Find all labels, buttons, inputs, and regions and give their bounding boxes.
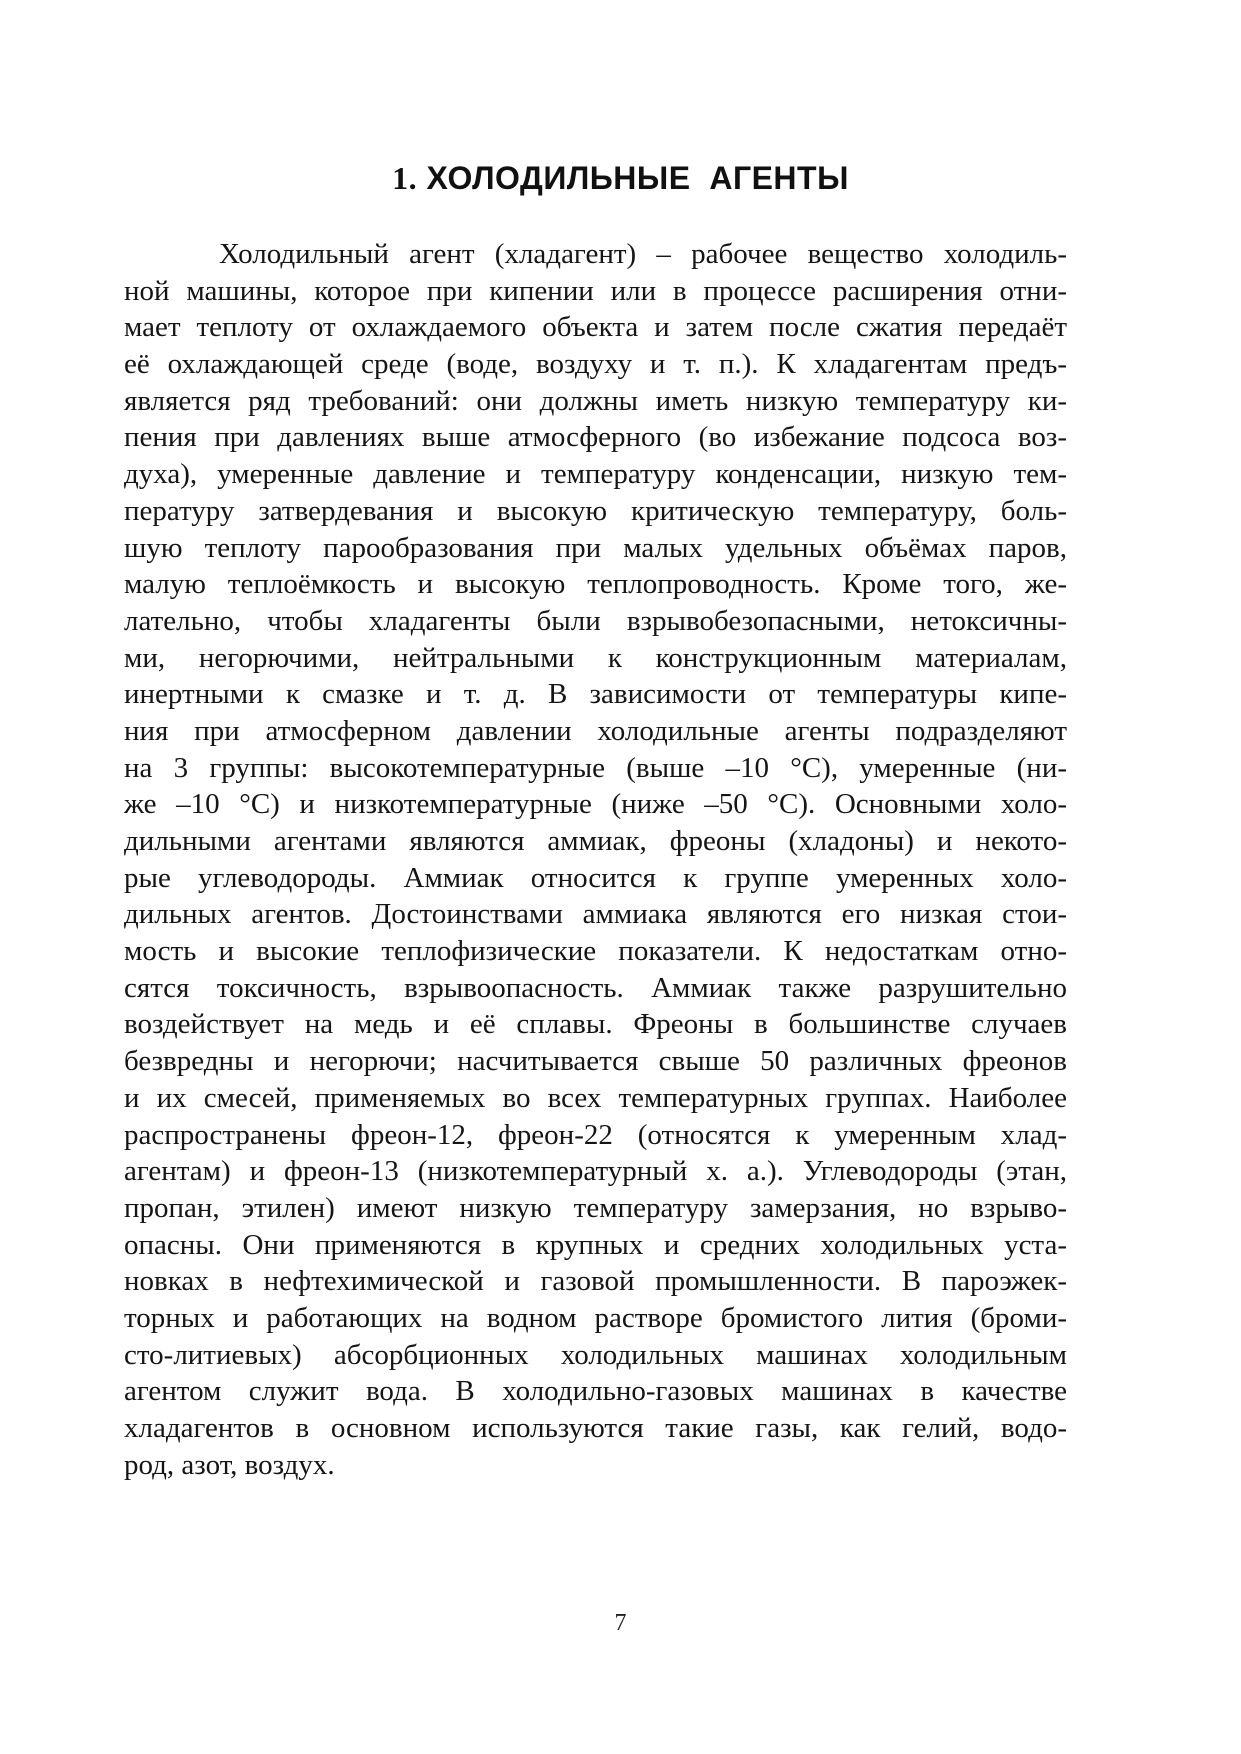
text-line: агентом служит вода. В холодильно-газовых машинах в качестве (124, 1375, 1067, 1408)
text-line: дильных агентов. Достоинствами аммиака являются его низкая стои- (124, 898, 1067, 931)
text-line: опасны. Они применяются в крупных и средних холодильных уста- (124, 1228, 1067, 1261)
text-line: же –10 °С) и низкотемпературные (ниже –50 °С). Основными холо- (124, 788, 1067, 821)
text-line: инертными к смазке и т. д. В зависимости от температуры кипе- (124, 678, 1067, 711)
text-line: род, азот, воздух. (124, 1448, 335, 1481)
text-line: и их смесей, применяемых во всех температурных группах. Наиболее (124, 1081, 1067, 1114)
text-line: хладагентов в основном используются такие газы, как гелий, водо- (124, 1412, 1067, 1444)
text-line: безвредны и негорючи; насчитывается свыше 50 различных фреонов (124, 1045, 1067, 1078)
text-line: ной машины, которое при кипении или в процессе расширения отни- (124, 274, 1067, 307)
text-line: шую теплоту парообразования при малых удельных объёмах паров, (124, 531, 1067, 564)
text-line: дильными агентами являются аммиак, фреоны (хладоны) и некото- (124, 825, 1067, 857)
text-line: пературу затвердевания и высокую критическую температуру, боль- (124, 494, 1067, 527)
text-line: новках в нефтехимической и газовой промышленности. В пароэжек- (124, 1265, 1067, 1298)
text-line: ми, негорючими, нейтральными к конструкционным материалам, (124, 641, 1067, 674)
text-line: рые углеводороды. Аммиак относится к группе умеренных холо- (124, 861, 1067, 894)
text-line: сятся токсичность, взрывоопасность. Аммиак также разрушительно (124, 971, 1067, 1004)
text-line: её охлаждающей среде (воде, воздуху и т. п.). К хладагентам предъ- (124, 348, 1067, 381)
section-heading (0, 160, 1241, 197)
text-line: духа), умеренные давление и температуру конденсации, низкую тем- (124, 458, 1067, 491)
text-line: малую теплоёмкость и высокую теплопроводность. Кроме того, же- (124, 568, 1067, 601)
text-line: пропан, этилен) имеют низкую температуру замерзания, но взрыво- (124, 1191, 1067, 1224)
text-line: ния при атмосферном давлении холодильные агенты подразделяют (124, 714, 1067, 747)
section-number: 1. (392, 160, 418, 196)
text-line: пения при давлениях выше атмосферного (во избежание подсоса воз- (124, 421, 1067, 454)
section-title: ХОЛОДИЛЬНЫЕ АГЕНТЫ (426, 160, 849, 196)
text-line: распространены фреон-12, фреон-22 (относятся к умеренным хлад- (124, 1118, 1067, 1151)
text-line: мость и высокие теплофизические показатели. К недостаткам отно- (124, 935, 1067, 968)
text-line: Холодильный агент (хладагент) – рабочее вещество холодиль- (219, 238, 1067, 270)
text-line: является ряд требований: они должны иметь низкую температуру ки- (124, 384, 1067, 417)
text-line: мает теплоту от охлаждаемого объекта и затем после сжатия передаёт (124, 311, 1067, 344)
page-number: 7 (614, 1610, 627, 1636)
text-line: сто-литиевых) абсорбционных холодильных машинах холодильным (124, 1338, 1067, 1371)
text-line: воздействует на медь и её сплавы. Фреоны в большинстве случаев (124, 1008, 1067, 1041)
text-line: лательно, чтобы хладагенты были взрывобезопасными, нетоксичны- (124, 604, 1067, 637)
text-line: агентам) и фреон-13 (низкотемпературный х. а.). Углеводороды (этан, (124, 1155, 1067, 1188)
text-line: торных и работающих на водном растворе бромистого лития (броми- (124, 1301, 1067, 1334)
text-line: на 3 группы: высокотемпературные (выше –10 °С), умеренные (ни- (124, 751, 1067, 784)
body-paragraph (124, 236, 1067, 1483)
